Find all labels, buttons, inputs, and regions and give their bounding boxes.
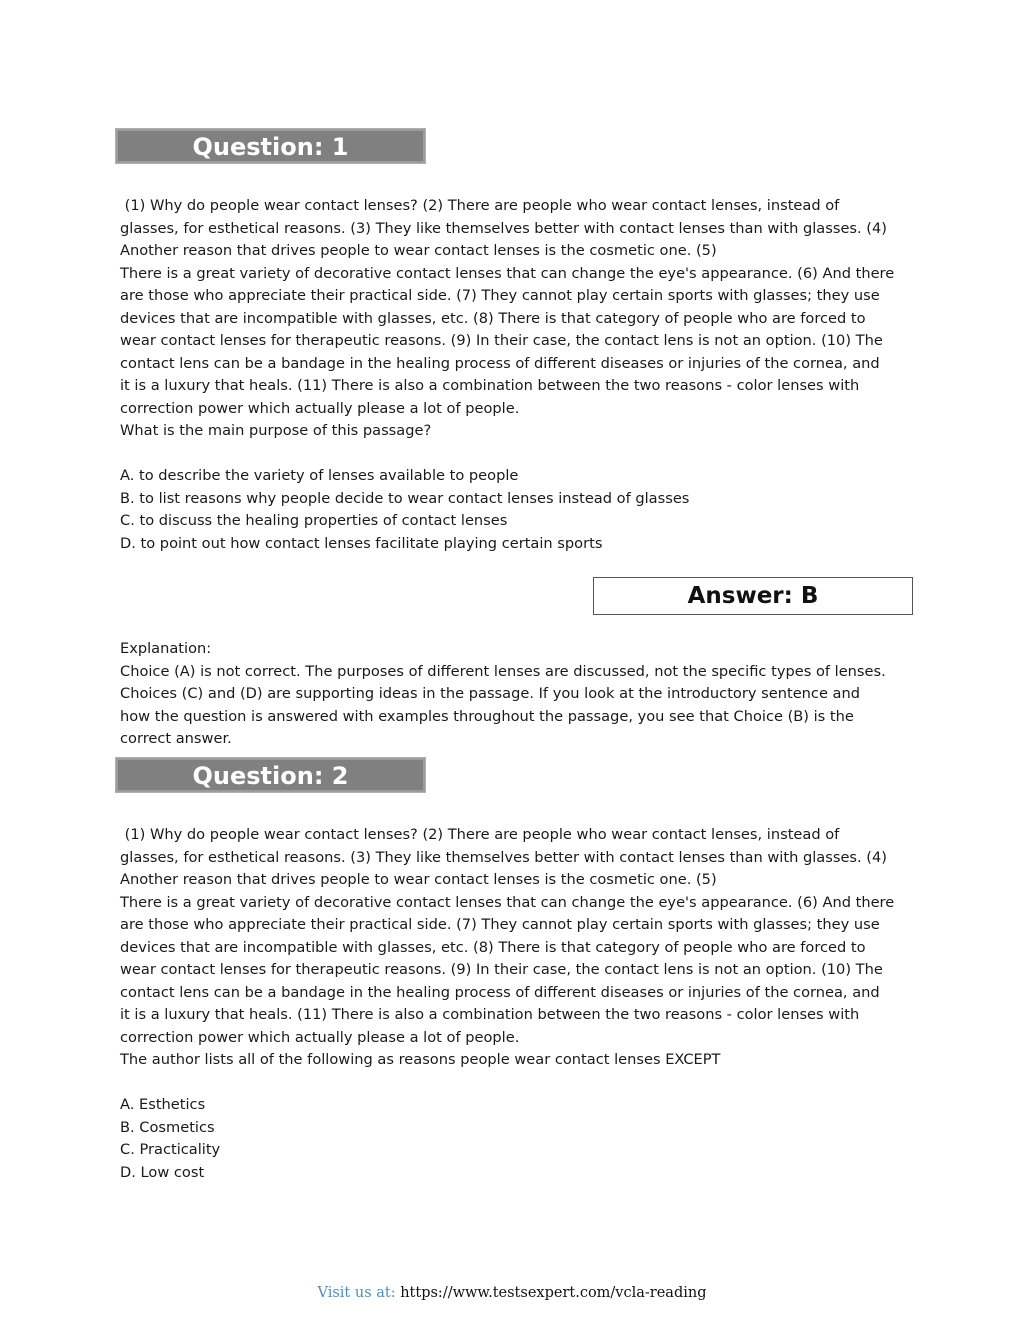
option-b: B. to list reasons why people decide to wear contact lenses instead of glasses [120, 489, 690, 507]
explanation-line: how the question is answered with examples throughout the passage, you see that Choice (B) is the [120, 707, 854, 725]
passage-line: devices that are incompatible with glasses, etc. (8) There is that category of people who are forced to [120, 309, 866, 327]
question-1-title: Question: 1 [192, 133, 349, 161]
passage-line: There is a great variety of decorative contact lenses that can change the eye's appearance. (6) And there [120, 264, 895, 282]
passage-line: devices that are incompatible with glasses, etc. (8) There is that category of people who are forced to [120, 938, 866, 956]
question-1-options [120, 465, 910, 555]
passage-line: (1) Why do people wear contact lenses? (2) There are people who wear contact lenses, instead of [120, 826, 840, 843]
passage-line: it is a luxury that heals. (11) There is also a combination between the two reasons - color lenses with [120, 377, 860, 394]
passage-line: wear contact lenses for therapeutic reasons. (9) In their case, the contact lens is not an option. (10) The [120, 961, 883, 978]
explanation-line: Choices (C) and (D) are supporting ideas in the passage. If you look at the introductory sentence and [120, 685, 861, 702]
question-1-prompt: What is the main purpose of this passage? [120, 422, 432, 439]
passage-line: contact lens can be a bandage in the healing process of different diseases or injuries of the cornea, and [120, 983, 880, 1001]
answer-box [593, 577, 913, 615]
option-b: B. Cosmetics [120, 1118, 215, 1136]
question-1-header [115, 128, 426, 164]
option-c: C. to discuss the healing properties of contact lenses [120, 512, 508, 529]
option-a: A. to describe the variety of lenses available to people [120, 467, 519, 484]
passage-line: are those who appreciate their practical side. (7) They cannot play certain sports with glasses; they use [120, 287, 880, 304]
question-2-title: Question: 2 [192, 762, 349, 790]
passage-line: Another reason that drives people to wear contact lenses is the cosmetic one. (5) [120, 242, 717, 259]
passage-line: contact lens can be a bandage in the healing process of different diseases or injuries of the cornea, and [120, 354, 880, 372]
passage-line: correction power which actually please a lot of people. [120, 1028, 520, 1046]
question-2-prompt: The author lists all of the following as reasons people wear contact lenses EXCEPT [120, 1051, 721, 1068]
passage-line: There is a great variety of decorative contact lenses that can change the eye's appearance. (6) And there [120, 893, 895, 911]
passage-line: it is a luxury that heals. (11) There is also a combination between the two reasons - color lenses with [120, 1006, 860, 1023]
option-d: D. Low cost [120, 1163, 205, 1181]
question-1-passage [120, 195, 910, 443]
passage-line: (1) Why do people wear contact lenses? (2) There are people who wear contact lenses, instead of [120, 197, 840, 214]
passage-line: wear contact lenses for therapeutic reasons. (9) In their case, the contact lens is not an option. (10) The [120, 332, 883, 349]
explanation-line: Choice (A) is not correct. The purposes of different lenses are discussed, not the specific types of lenses. [120, 662, 886, 680]
passage-line: glasses, for esthetical reasons. (3) They like themselves better with contact lenses than with glasses. (4) [120, 848, 887, 866]
explanation-heading: Explanation: [120, 640, 212, 657]
option-a: A. Esthetics [120, 1096, 206, 1113]
page-footer [0, 1285, 1024, 1301]
passage-line: are those who appreciate their practical side. (7) They cannot play certain sports with glasses; they use [120, 916, 880, 933]
passage-line: Another reason that drives people to wear contact lenses is the cosmetic one. (5) [120, 871, 717, 888]
footer-visit-label: Visit us at: [317, 1285, 396, 1301]
question-2-header [115, 757, 426, 793]
passage-line: correction power which actually please a lot of people. [120, 399, 520, 417]
question-2-options [120, 1094, 910, 1184]
footer-url-link[interactable]: https://www.testsexpert.com/vcla-reading [400, 1285, 707, 1301]
question-1-explanation [120, 638, 910, 751]
question-2-passage [120, 824, 910, 1072]
option-d: D. to point out how contact lenses facilitate playing certain sports [120, 534, 603, 552]
answer-label: Answer: B [687, 583, 819, 609]
passage-line: glasses, for esthetical reasons. (3) They like themselves better with contact lenses than with glasses. (4) [120, 219, 887, 237]
explanation-line: correct answer. [120, 730, 232, 747]
option-c: C. Practicality [120, 1141, 221, 1158]
